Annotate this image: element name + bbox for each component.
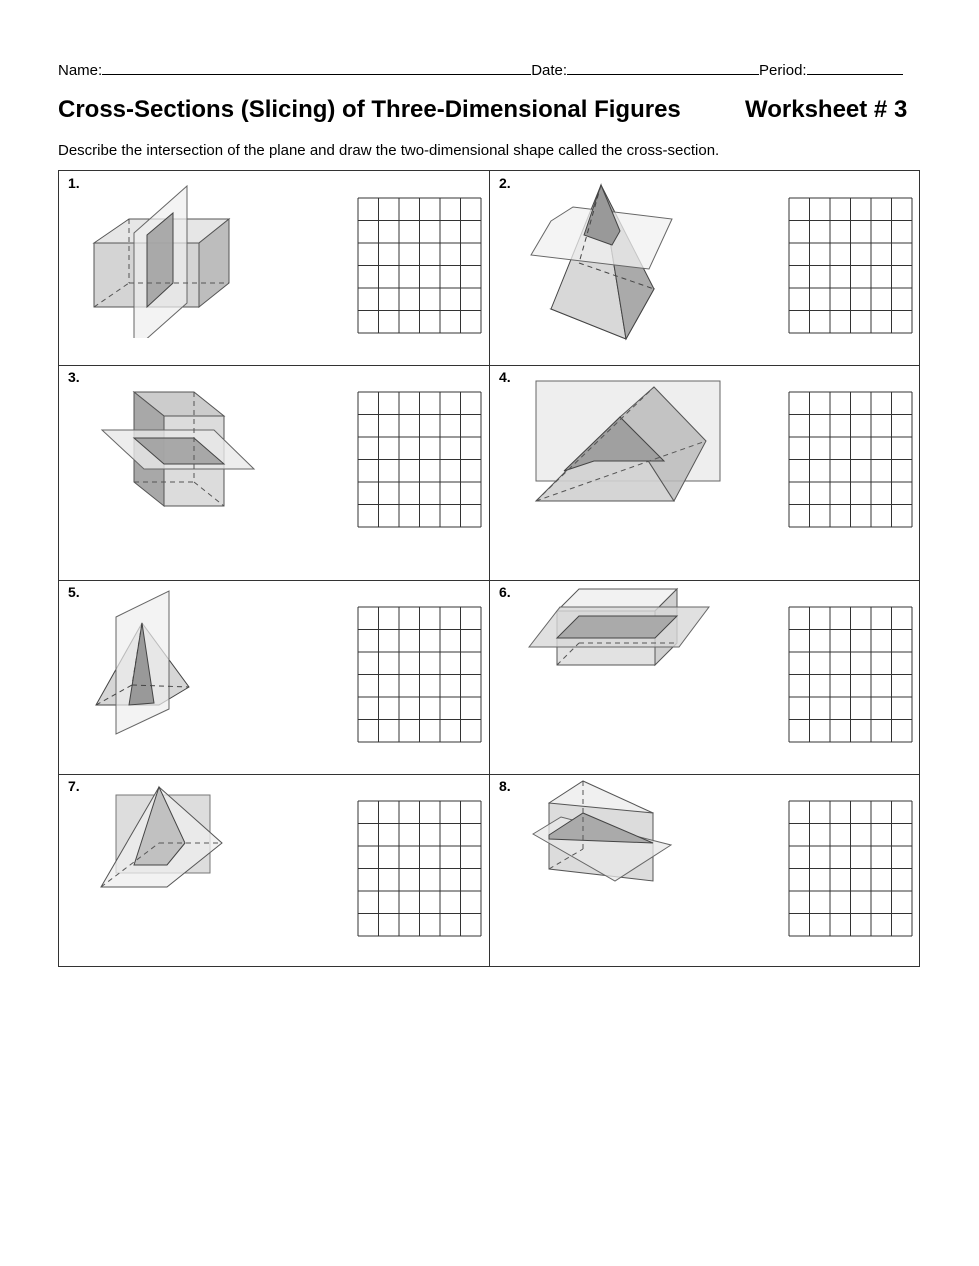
- figure-triangular-prism-horizontal-plane: [531, 779, 676, 884]
- problem-number: 2.: [499, 175, 511, 191]
- header-line: [58, 60, 903, 79]
- problems-table: [58, 170, 920, 967]
- answer-grid[interactable]: [788, 197, 913, 339]
- answer-grid[interactable]: [788, 391, 913, 533]
- figure-prism-horizontal-plane: [527, 583, 717, 673]
- page-title: Cross-Sections (Slicing) of Three-Dimensional Figures: [58, 96, 681, 123]
- answer-grid[interactable]: [357, 800, 482, 942]
- date-blank[interactable]: [567, 60, 759, 75]
- name-label: Name:: [58, 62, 103, 79]
- column-divider: [489, 171, 490, 966]
- date-label: Date:: [531, 62, 568, 79]
- figure-triangular-prism-vertical-plane: [534, 379, 724, 509]
- figure-pyramid-vertical-plane: [94, 589, 224, 739]
- figure-cube-horizontal-plane: [99, 386, 259, 511]
- name-blank[interactable]: [102, 60, 531, 75]
- row-divider: [59, 365, 919, 366]
- worksheet-number: Worksheet # 3: [745, 96, 908, 123]
- figure-pyramid-horizontal-plane: [529, 183, 679, 343]
- answer-grid[interactable]: [788, 800, 913, 942]
- period-blank[interactable]: [807, 60, 903, 75]
- figure-pyramid-plane: [99, 783, 229, 893]
- row-divider: [59, 774, 919, 775]
- instructions: Describe the intersection of the plane and draw the two-dimensional shape called the cross-section.: [58, 142, 720, 159]
- problem-number: 6.: [499, 584, 511, 600]
- problem-number: 4.: [499, 369, 511, 385]
- answer-grid[interactable]: [357, 391, 482, 533]
- row-divider: [59, 580, 919, 581]
- answer-grid[interactable]: [357, 606, 482, 748]
- problem-number: 5.: [68, 584, 80, 600]
- figure-prism-vertical-plane: [89, 183, 269, 338]
- problem-number: 3.: [68, 369, 80, 385]
- problem-number: 1.: [68, 175, 80, 191]
- problem-number: 7.: [68, 778, 80, 794]
- answer-grid[interactable]: [788, 606, 913, 748]
- answer-grid[interactable]: [357, 197, 482, 339]
- problem-number: 8.: [499, 778, 511, 794]
- period-label: Period:: [759, 62, 807, 79]
